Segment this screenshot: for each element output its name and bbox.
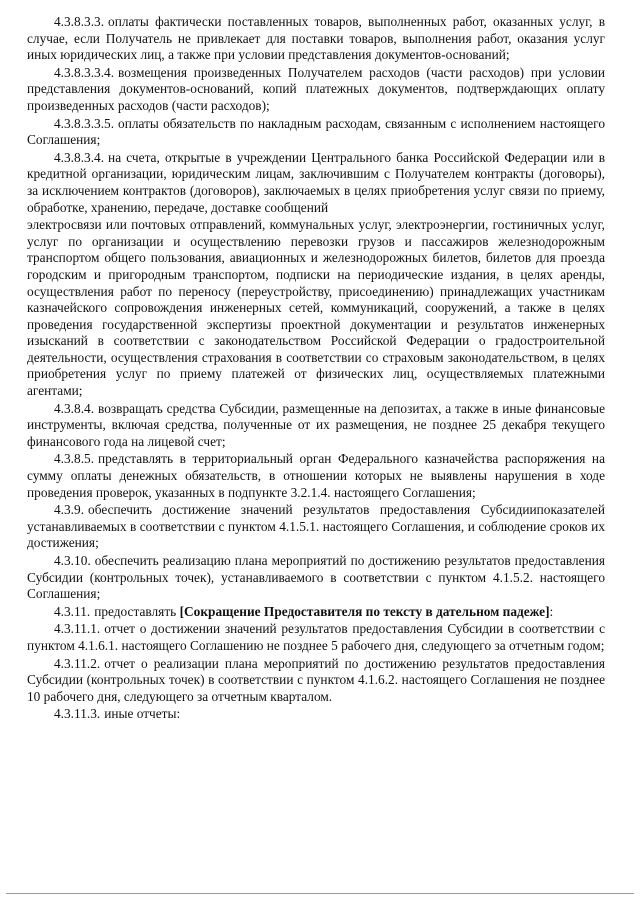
clause-text: возвращать средства Субсидии, размещенные на депозитах, а также в иные финансовые инструменты, включая средства, полученные от их размещения, не позднее 25 декабря текущего финансового года на лицевой счет; [27, 400, 605, 449]
clause-text: обеспечить реализацию плана мероприятий по достижению результатов предоставления Субсидии (контрольных точек), устанавливаемого в соответствии с пунктом 4.1.5.2. настоящего Соглашения; [27, 553, 605, 602]
paragraph-4-3-11-1 [27, 621, 605, 654]
paragraph-4-3-9 [27, 502, 605, 552]
paragraph-4-3-11 [27, 604, 605, 621]
document-body [27, 14, 605, 724]
clause-number: 4.3.11. [54, 603, 91, 619]
clause-text: иные отчеты: [104, 706, 181, 722]
clause-number: 4.3.8.3.3.5. [54, 115, 115, 131]
clause-text: предоставлять [94, 603, 177, 619]
paragraph-4-3-11-2 [27, 656, 605, 706]
clause-text: оплаты фактически поставленных товаров, выполненных работ, оказанных услуг, в случае, если Получатель не привлекает для поставки товаров, выполнения работ, оказания услуг иных юридических лиц, а также при условии представления документов-оснований; [27, 14, 605, 63]
clause-text: оплаты обязательств по накладным расходам, связанным с исполнением настоящего Соглашения; [27, 115, 605, 148]
clause-text: обеспечить достижение значений результатов предоставления Субсидиипоказателей устанавливаемых в соответствии с пунктом 4.1.5.1. настоящего Соглашения, и соблюдение сроков их достижения; [27, 502, 605, 551]
clause-text: возмещения произведенных Получателем расходов (части расходов) при условии представления документов-оснований, копий платежных документов, подтверждающих оплату произведенных расходов (части расходов); [27, 64, 605, 113]
paragraph-4-3-8-3-3 [27, 14, 605, 64]
clause-number: 4.3.8.3.3. [54, 14, 105, 29]
paragraph-4-3-8-4 [27, 401, 605, 451]
clause-number: 4.3.11.3. [54, 706, 101, 722]
clause-number: 4.3.11.2. [54, 655, 101, 671]
clause-text: отчет о достижении значений результатов предоставления Субсидии в соответствии с пунктом 4.1.6.1. настоящего Соглашению не позднее 5 рабочего дня, следующего за отчетным годом; [27, 621, 605, 653]
paragraph-4-3-8-3-3-5 [27, 116, 605, 149]
page-bottom-rule [6, 893, 634, 894]
clause-number: 4.3.8.5. [54, 451, 95, 467]
clause-text: отчет о реализации плана мероприятий по достижению результатов предоставления Субсидии (контрольных точек) в соответствии с пунктом 4.1.6.2. настоящего Соглашения не позднее 10 рабочего дня, следующего за отчетным кварталом. [27, 655, 605, 704]
paragraph-4-3-8-3-4 [27, 150, 605, 216]
clause-number: 4.3.11.1. [54, 621, 101, 637]
clause-number: 4.3.8.3.4. [54, 149, 105, 165]
clause-text: на счета, открытые в учреждении Центрального банка Российской Федерации или в кредитной организации, юридическим лицам, заключившим с Получателем контракты (договоры), за исключением контрактов (договоров), заключаемых в целях приобретения услуг связи по приему, обработке, хранению, передаче, доставке сообщений [27, 149, 605, 215]
paragraph-4-3-11-3 [27, 706, 605, 723]
clause-number: 4.3.8.3.3.4. [54, 64, 115, 80]
paragraph-4-3-10 [27, 553, 605, 603]
clause-number: 4.3.9. [54, 502, 85, 518]
clause-number: 4.3.8.4. [54, 400, 95, 416]
clause-number: 4.3.10. [54, 553, 91, 568]
placeholder-field: [Сокращение Предоставителя по тексту в дательном падеже] [179, 603, 550, 619]
paragraph-4-3-8-3-3-4 [27, 65, 605, 115]
paragraph-4-3-8-3-4-continued [27, 217, 605, 400]
clause-text: представлять в территориальный орган Федерального казначейства распоряжения на сумму оплаты денежных обязательств, в отношении которых не выявлены нарушения в ходе проведения проверок, указанных в подпункте 3.2.1.4. настоящего Соглашения; [27, 451, 605, 500]
paragraph-4-3-8-5 [27, 451, 605, 501]
clause-text: электросвязи или почтовых отправлений, коммунальных услуг, электроэнергии, гостиничных услуг, услуг по организации и осуществлению перевозки грузов и пассажиров железнодорожным транспортом общего пользования, авиационных и железнодорожных билетов, билетов для проезда городским и пригородным транспортом, подписки на периодические издания, в целях аренды, осуществления работ по переносу (переустройству, присоединению) принадлежащих участникам казначейского сопровождения инженерных сетей, коммуникаций, сооружений, а также в целях проведения государственной экспертизы проектной документации и результатов инженерных изысканий в соответствии с законодательством Российской Федерации о градостроительной деятельности, осуществления страхования в соответствии со страховым законодательством, в целях приобретения услуг по приему платежей от физических лиц, осуществляемых платежными агентами; [27, 217, 605, 399]
clause-tail: : [549, 603, 554, 619]
